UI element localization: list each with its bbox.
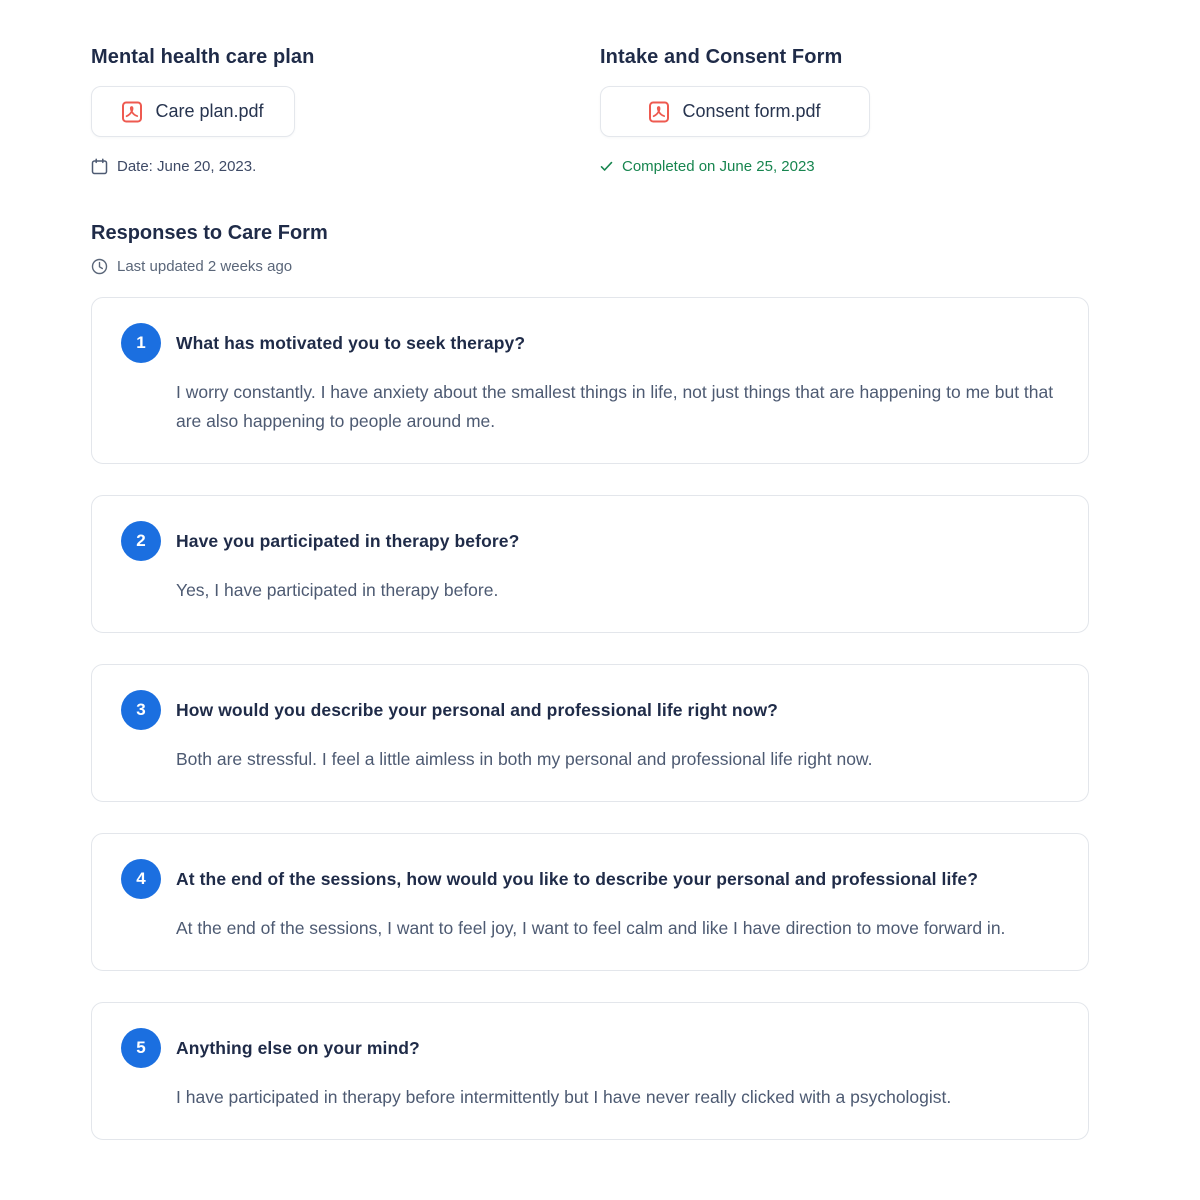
care-plan-pdf-label: Care plan.pdf: [155, 101, 264, 121]
responses-section-title: Responses to Care Form: [91, 222, 328, 244]
question-number-badge: 1: [121, 323, 161, 363]
care-plan-title: Mental health care plan: [91, 46, 315, 68]
question-text: What has motivated you to seek therapy?: [176, 332, 526, 353]
answer-text: I have participated in therapy before intermittently but I have never really clicked with a psychologist.: [176, 1087, 952, 1107]
consent-completed-text: Completed on June 25, 2023: [622, 158, 815, 175]
question-number-badge: 5: [121, 1028, 161, 1068]
question-text: Have you participated in therapy before?: [176, 530, 520, 551]
clock-icon: [91, 258, 108, 275]
last-updated-text: Last updated 2 weeks ago: [117, 258, 293, 275]
question-text: How would you describe your personal and professional life right now?: [176, 699, 778, 720]
consent-form-pdf-label: Consent form.pdf: [682, 101, 821, 121]
documents-section: [91, 46, 1109, 175]
check-icon: [600, 161, 613, 172]
question-number-badge: 2: [121, 521, 161, 561]
consent-form-title: Intake and Consent Form: [600, 46, 843, 68]
question-number-badge: 3: [121, 690, 161, 730]
qa-head: [121, 690, 1060, 730]
qa-head: [121, 1028, 1060, 1068]
qa-card-2: [91, 495, 1089, 633]
care-plan-date-text: Date: June 20, 2023.: [117, 158, 257, 175]
qa-head: [121, 521, 1060, 561]
qa-card-3: [91, 664, 1089, 802]
calendar-icon: [91, 158, 108, 175]
care-plan-pdf-button[interactable]: [91, 86, 295, 137]
pdf-file-icon: [649, 101, 669, 123]
care-plan-date-row: [91, 158, 600, 175]
qa-head: [121, 859, 1060, 899]
question-text: Anything else on your mind?: [176, 1037, 420, 1058]
consent-completed-row: [600, 158, 1109, 175]
answer-text: At the end of the sessions, I want to feel joy, I want to feel calm and like I have direction to move forward in.: [176, 918, 1006, 938]
last-updated-row: [91, 258, 1109, 275]
consent-form-pdf-button[interactable]: [600, 86, 870, 137]
qa-card-4: [91, 833, 1089, 971]
answer-text: I worry constantly. I have anxiety about the smallest things in life, not just things that are happening to me but that are also happening to people around me.: [176, 382, 1054, 431]
question-text: At the end of the sessions, how would you like to describe your personal and professional life?: [176, 868, 978, 889]
answer-text: Yes, I have participated in therapy before.: [176, 580, 499, 600]
qa-head: [121, 323, 1060, 363]
qa-card-5: [91, 1002, 1089, 1140]
question-number-badge: 4: [121, 859, 161, 899]
qa-card-1: [91, 297, 1089, 464]
consent-form-column: [600, 46, 1109, 175]
care-plan-column: [91, 46, 600, 175]
pdf-file-icon: [122, 101, 142, 123]
answer-text: Both are stressful. I feel a little aimless in both my personal and professional life right now.: [176, 749, 873, 769]
